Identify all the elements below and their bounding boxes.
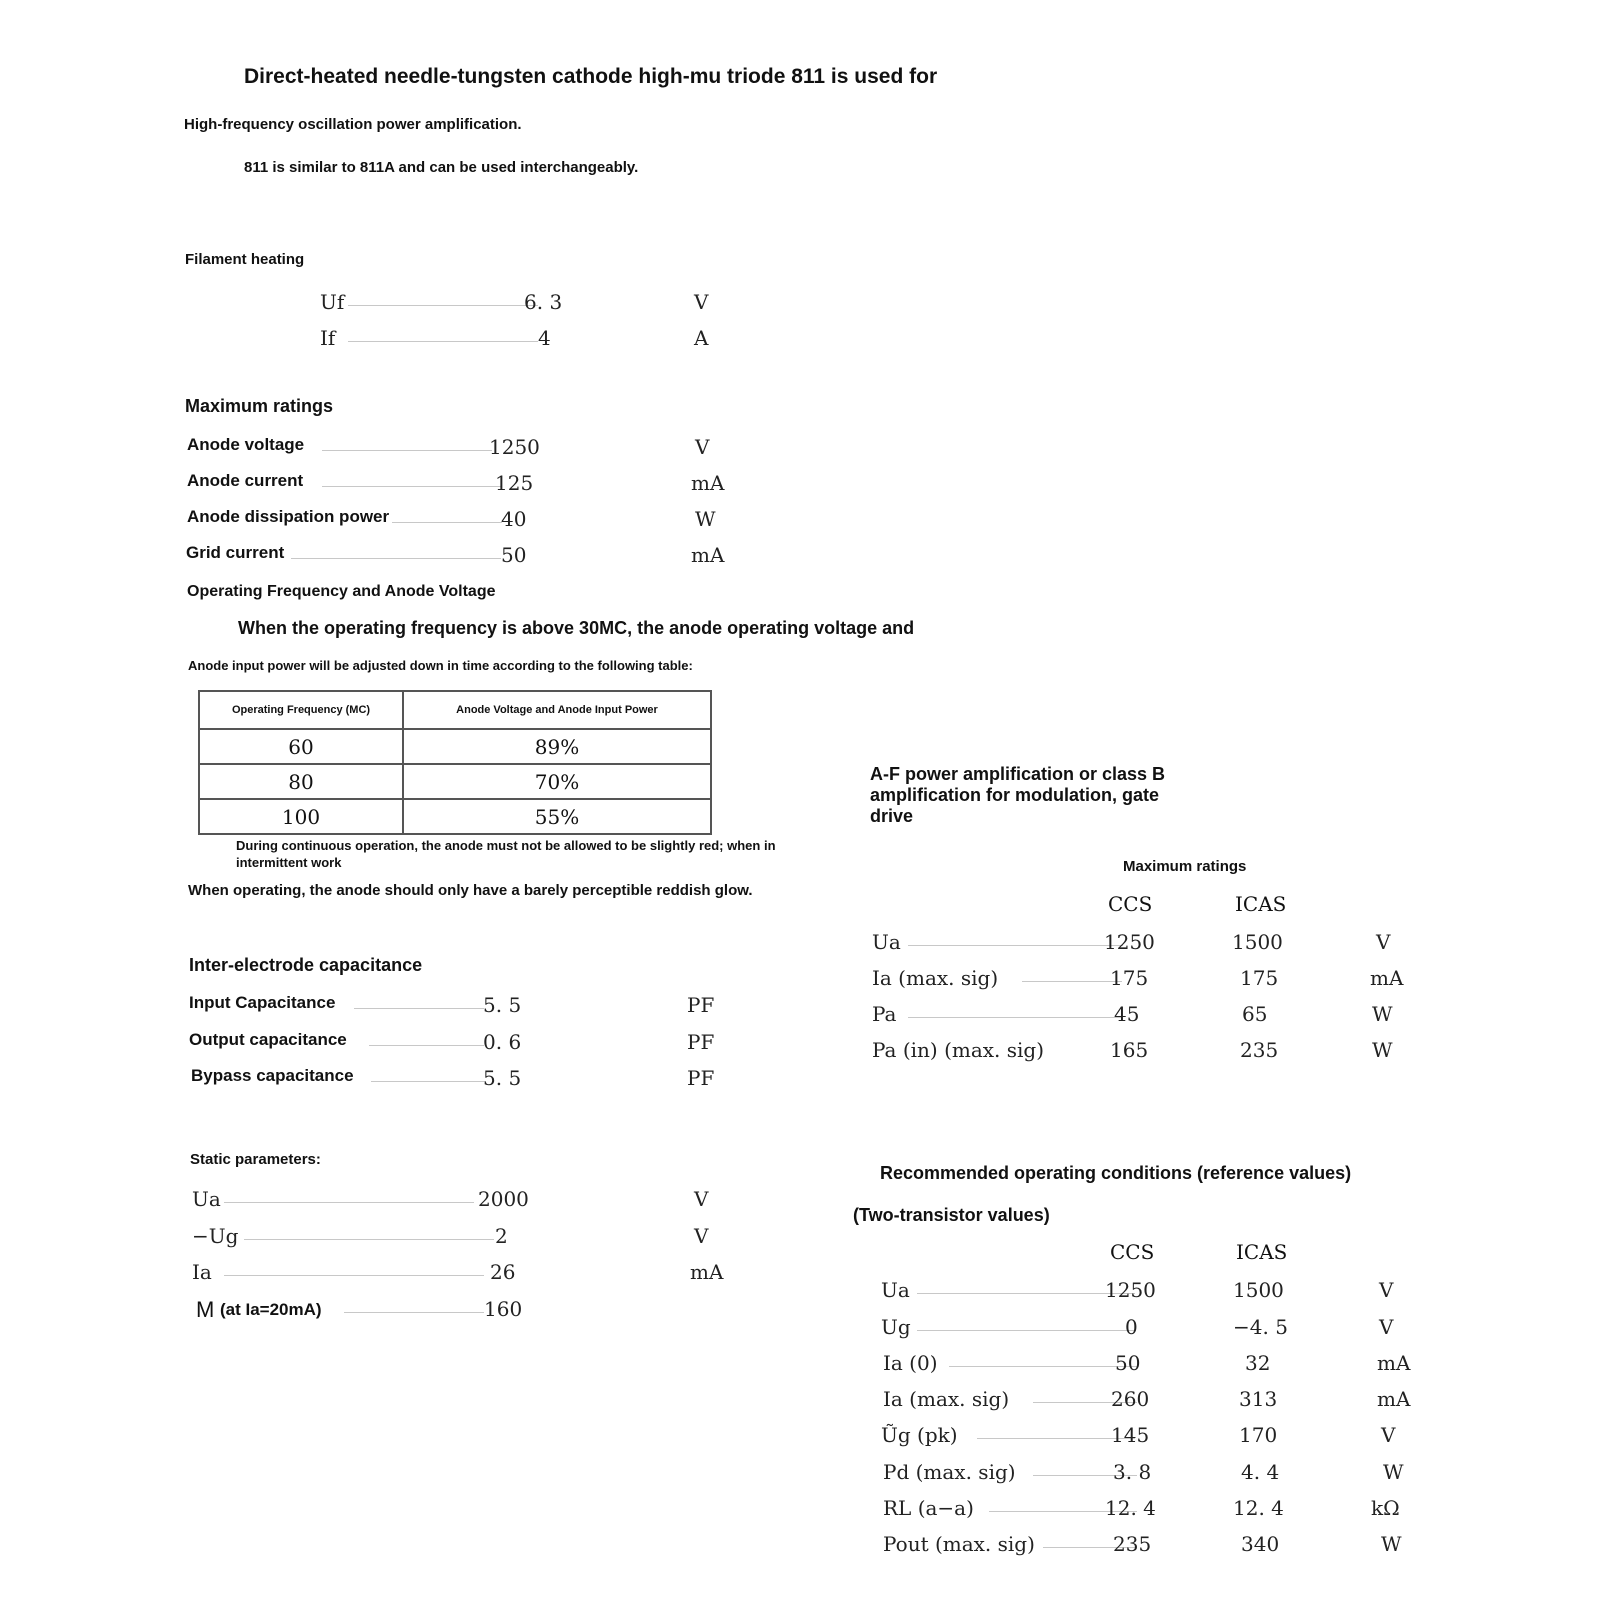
leader-line — [354, 1008, 484, 1009]
rec-label: Ia (0) — [883, 1351, 938, 1375]
rec-ccs-value: 12. 4 — [1105, 1496, 1156, 1520]
rec-label: Ug — [881, 1315, 911, 1339]
leader-line — [348, 305, 538, 306]
rating-value: 125 — [495, 471, 534, 495]
af-label: Ia (max. sig) — [872, 966, 999, 990]
af-unit: W — [1372, 1002, 1393, 1026]
rec-icas-value: 32 — [1245, 1351, 1271, 1375]
rating-unit: W — [695, 507, 716, 531]
frequency-table — [198, 690, 712, 835]
static-label: Ua — [192, 1187, 221, 1211]
leader-line — [224, 1275, 484, 1276]
column-header-frequency: Operating Frequency (MC) — [199, 691, 403, 729]
table-row — [199, 729, 711, 764]
rec-unit: kΩ — [1371, 1496, 1400, 1520]
capacitance-label: Output capacitance — [189, 1030, 347, 1049]
af-icas-value: 175 — [1240, 966, 1279, 990]
leader-line — [291, 558, 501, 559]
rec-col-icas: ICAS — [1236, 1240, 1288, 1264]
rec-icas-value: −4. 5 — [1233, 1315, 1288, 1339]
af-ccs-value: 165 — [1110, 1038, 1149, 1062]
capacitance-label: Input Capacitance — [189, 993, 336, 1012]
filament-value: 4 — [538, 326, 551, 350]
pct-cell: 70% — [403, 764, 711, 799]
rec-ccs-value: 145 — [1111, 1423, 1150, 1447]
rating-label: Anode current — [187, 471, 304, 490]
continuous-note-line2: intermittent work — [236, 855, 342, 870]
capacitance-row — [189, 993, 729, 1025]
capacitance-value: 5. 5 — [483, 1066, 522, 1090]
capacitance-unit: PF — [687, 993, 715, 1017]
capacitance-value: 5. 5 — [483, 993, 522, 1017]
capacitance-label: Bypass capacitance — [191, 1066, 354, 1085]
af-label: Ua — [872, 930, 901, 954]
freq-line2: Anode input power will be adjusted down in time according to the following table: — [188, 658, 693, 673]
table-row — [199, 764, 711, 799]
filament-value: 6. 3 — [524, 290, 563, 314]
freq-cell: 60 — [199, 729, 403, 764]
page-title: Direct-heated needle-tungsten cathode high-mu triode 811 is used for — [244, 65, 938, 88]
rating-unit: mA — [691, 471, 725, 495]
rating-value: 40 — [501, 507, 527, 531]
rec-unit: mA — [1377, 1351, 1411, 1375]
rating-value: 50 — [501, 543, 527, 567]
pct-cell: 89% — [403, 729, 711, 764]
capacitance-unit: PF — [687, 1066, 715, 1090]
rec-row — [881, 1423, 1441, 1455]
rec-ccs-value: 3. 8 — [1113, 1460, 1152, 1484]
rating-label: Anode voltage — [187, 435, 305, 454]
af-label: Pa — [872, 1002, 897, 1026]
continuous-note-line1: During continuous operation, the anode must not be allowed to be slightly red; when in — [236, 838, 776, 853]
glow-note: When operating, the anode should only have a barely perceptible reddish glow. — [188, 882, 753, 899]
table-header-row — [199, 691, 711, 729]
rec-ccs-value: 1250 — [1105, 1278, 1156, 1302]
rec-col-ccs: CCS — [1110, 1240, 1155, 1264]
page-subtitle: High-frequency oscillation power amplification. — [184, 116, 522, 133]
leader-line — [224, 1202, 474, 1203]
rec-label: Pd (max. sig) — [883, 1460, 1016, 1484]
rec-ccs-value: 235 — [1113, 1532, 1152, 1556]
filament-row-if — [320, 326, 720, 358]
rec-unit: mA — [1377, 1387, 1411, 1411]
static-label: −Ug — [192, 1224, 239, 1248]
static-label: Ia — [192, 1260, 212, 1284]
leader-line — [344, 1312, 484, 1313]
af-unit: V — [1376, 930, 1391, 954]
rec-unit: V — [1379, 1315, 1394, 1339]
af-ccs-value: 175 — [1110, 966, 1149, 990]
af-row — [872, 1038, 1432, 1070]
rec-icas-value: 4. 4 — [1241, 1460, 1280, 1484]
static-row — [192, 1187, 732, 1219]
rec-icas-value: 170 — [1239, 1423, 1278, 1447]
af-ccs-value: 45 — [1114, 1002, 1140, 1026]
rec-row — [881, 1315, 1441, 1347]
af-unit: mA — [1370, 966, 1404, 990]
af-ccs-value: 1250 — [1104, 930, 1155, 954]
static-row-mu — [196, 1297, 736, 1329]
leader-line — [908, 1017, 1123, 1018]
recommended-subheading: (Two-transistor values) — [853, 1205, 1050, 1225]
af-row — [872, 966, 1432, 998]
leader-line — [348, 341, 538, 342]
rec-row — [883, 1351, 1443, 1383]
af-heading-line2: amplification for modulation, gate — [870, 785, 1160, 805]
column-header-power: Anode Voltage and Anode Input Power — [403, 691, 711, 729]
af-icas-value: 1500 — [1232, 930, 1283, 954]
leader-line — [369, 1045, 484, 1046]
freq-line1: When the operating frequency is above 30MC, the anode operating voltage and — [238, 618, 915, 638]
leader-line — [917, 1330, 1135, 1331]
leader-line — [392, 522, 502, 523]
leader-line — [949, 1366, 1137, 1367]
rec-row — [883, 1387, 1443, 1419]
rec-ccs-value: 0 — [1125, 1315, 1138, 1339]
af-col-icas: ICAS — [1235, 892, 1287, 916]
rec-ccs-value: 50 — [1115, 1351, 1141, 1375]
rating-unit: mA — [691, 543, 725, 567]
static-value: 2000 — [478, 1187, 529, 1211]
leader-line — [1022, 981, 1122, 982]
leader-line — [917, 1293, 1135, 1294]
af-row — [872, 1002, 1432, 1034]
capacitance-value: 0. 6 — [483, 1030, 522, 1054]
static-row — [192, 1224, 732, 1256]
rec-label: Pout (max. sig) — [883, 1532, 1035, 1556]
rec-unit: W — [1381, 1532, 1402, 1556]
rec-row — [883, 1460, 1443, 1492]
capacitance-unit: PF — [687, 1030, 715, 1054]
pct-cell: 55% — [403, 799, 711, 834]
static-unit: V — [694, 1224, 709, 1248]
rec-unit: V — [1379, 1278, 1394, 1302]
interchange-note: 811 is similar to 811A and can be used interchangeably. — [244, 159, 639, 176]
rec-icas-value: 1500 — [1233, 1278, 1284, 1302]
static-row — [192, 1260, 732, 1292]
leader-line — [244, 1239, 494, 1240]
rec-row — [881, 1278, 1441, 1310]
mu-symbol: M — [196, 1297, 215, 1322]
rec-label: Ua — [881, 1278, 910, 1302]
rec-unit: W — [1383, 1460, 1404, 1484]
capacitance-row — [189, 1030, 729, 1062]
filament-unit: A — [694, 326, 709, 350]
rating-unit: V — [695, 435, 710, 459]
af-icas-value: 65 — [1242, 1002, 1268, 1026]
rec-icas-value: 12. 4 — [1233, 1496, 1284, 1520]
filament-row-uf — [320, 290, 720, 322]
rec-row — [883, 1496, 1443, 1528]
leader-line — [322, 450, 492, 451]
rec-icas-value: 340 — [1241, 1532, 1280, 1556]
capacitance-row — [191, 1066, 731, 1098]
static-value: 26 — [490, 1260, 516, 1284]
leader-line — [322, 486, 502, 487]
rec-label: RL (a−a) — [883, 1496, 974, 1520]
capacitance-heading: Inter-electrode capacitance — [189, 955, 423, 975]
rec-row — [883, 1532, 1443, 1564]
mu-value: 160 — [484, 1297, 523, 1321]
filament-unit: V — [694, 290, 709, 314]
af-max-ratings-heading: Maximum ratings — [1123, 858, 1247, 875]
max-ratings-heading: Maximum ratings — [185, 396, 334, 416]
rec-label: Ũg (pk) — [881, 1423, 958, 1447]
af-row — [872, 930, 1432, 962]
freq-cell: 100 — [199, 799, 403, 834]
max-rating-row — [186, 543, 726, 575]
recommended-heading: Recommended operating conditions (reference values) — [880, 1163, 1352, 1183]
af-heading-line1: A-F power amplification or class B — [870, 764, 1166, 784]
rating-value: 1250 — [489, 435, 540, 459]
rating-label: Grid current — [186, 543, 285, 562]
rec-icas-value: 313 — [1239, 1387, 1278, 1411]
rec-label: Ia (max. sig) — [883, 1387, 1010, 1411]
af-heading-line3: drive — [870, 806, 914, 826]
static-unit: mA — [690, 1260, 724, 1284]
max-rating-row — [187, 435, 727, 467]
filament-label: If — [320, 326, 336, 350]
mu-label: (at Ia=20mA) — [220, 1300, 322, 1319]
rec-ccs-value: 260 — [1111, 1387, 1150, 1411]
max-rating-row — [187, 507, 727, 539]
freq-heading: Operating Frequency and Anode Voltage — [187, 583, 496, 600]
rec-unit: V — [1381, 1423, 1396, 1447]
af-icas-value: 235 — [1240, 1038, 1279, 1062]
filament-heading: Filament heating — [185, 251, 305, 268]
max-rating-row — [187, 471, 727, 503]
filament-label: Uf — [320, 290, 345, 314]
af-col-ccs: CCS — [1108, 892, 1153, 916]
static-value: 2 — [495, 1224, 508, 1248]
leader-line — [371, 1081, 486, 1082]
af-label: Pa (in) (max. sig) — [872, 1038, 1045, 1062]
static-unit: V — [694, 1187, 709, 1211]
freq-cell: 80 — [199, 764, 403, 799]
static-heading: Static parameters: — [190, 1151, 321, 1168]
table-row — [199, 799, 711, 834]
af-unit: W — [1372, 1038, 1393, 1062]
rating-label: Anode dissipation power — [187, 507, 390, 526]
leader-line — [908, 945, 1123, 946]
